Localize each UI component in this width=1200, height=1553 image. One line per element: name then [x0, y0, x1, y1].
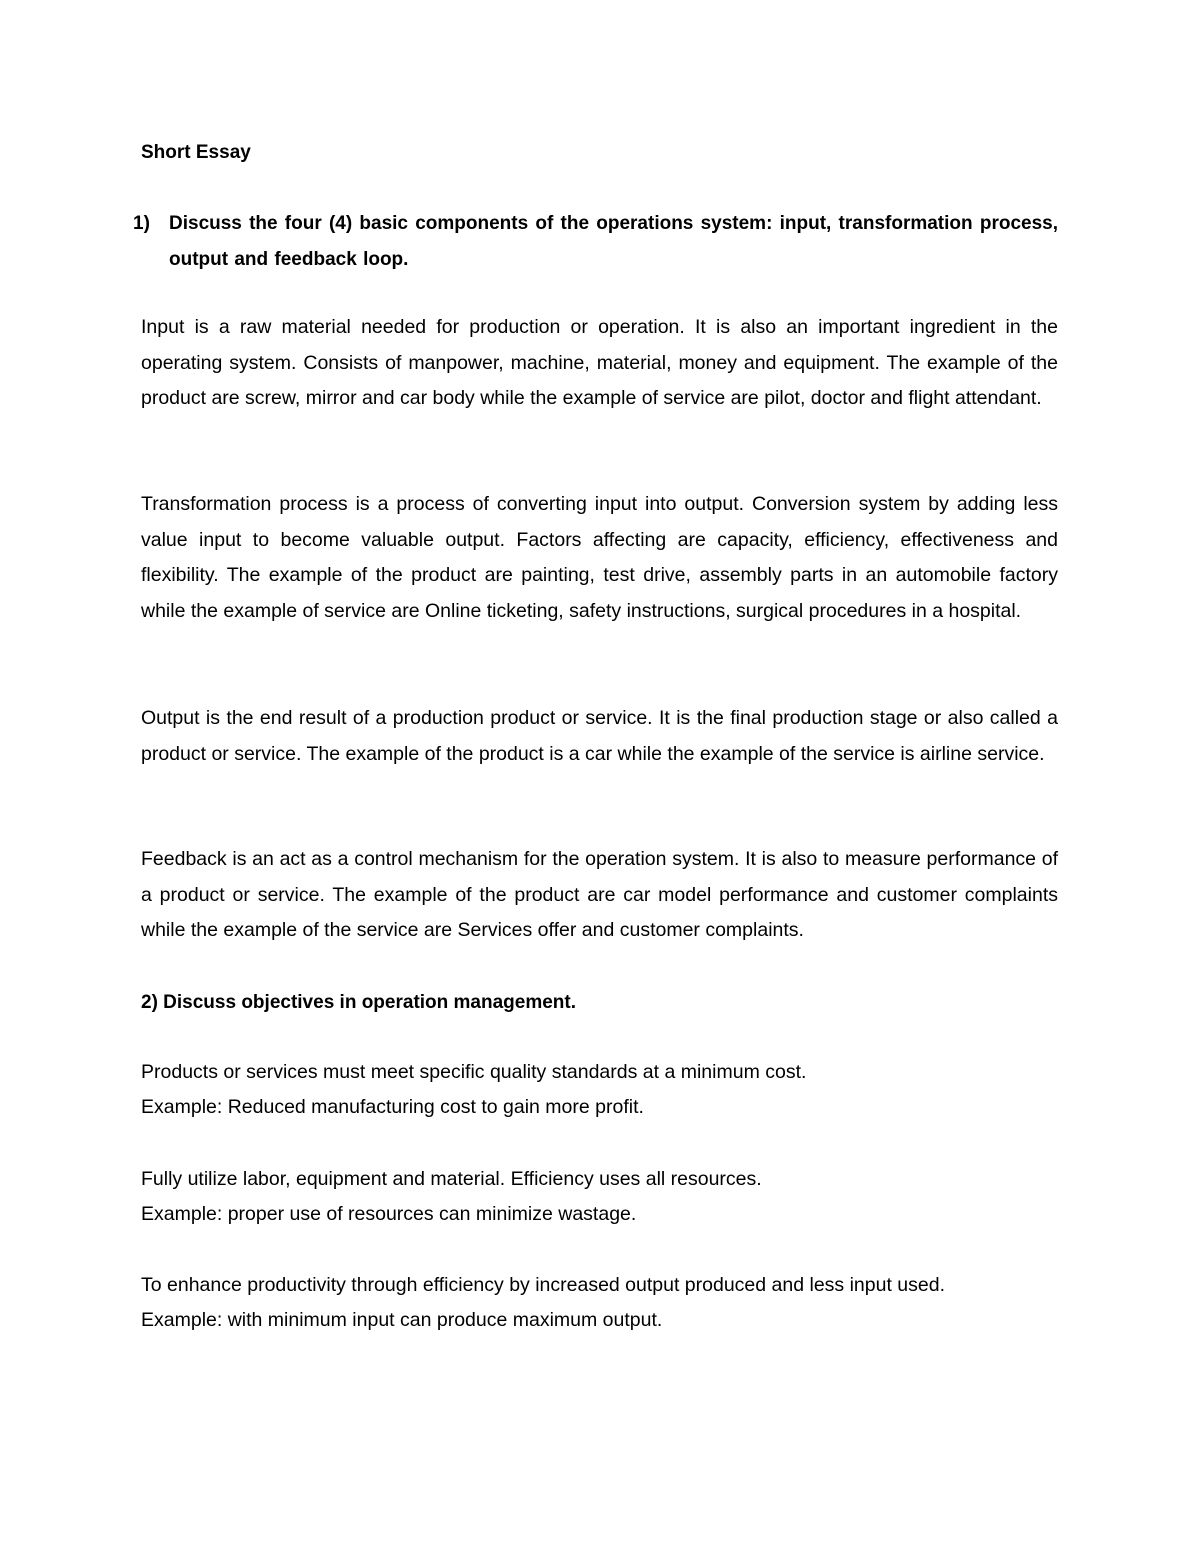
objective-example: Example: with minimum input can produce maximum output. [141, 1309, 663, 1331]
question-1 [133, 206, 1058, 277]
paragraph-transformation: Transformation process is a process of converting input into output. Conversion system by adding less value input to become valuable output. Factors affecting are capacity, efficiency, effectiveness and flexibility. The example of the product are painting, test drive, assembly parts in an automobile factory while the example of service are Online ticketing, safety instructions, surgical procedures in a hospital. [141, 493, 1058, 622]
question-1-number: 1) [133, 213, 150, 234]
question-2: 2) Discuss objectives in operation management. [141, 992, 577, 1013]
question-1-text: Discuss the four (4) basic components of the operations system: input, transformation process, output and feedback loop. [169, 213, 1058, 270]
objective-example: Example: Reduced manufacturing cost to gain more profit. [141, 1096, 644, 1118]
objective-statement: Fully utilize labor, equipment and material. Efficiency uses all resources. [141, 1168, 762, 1190]
objective-statement: To enhance productivity through efficiency by increased output produced and less input used. [141, 1274, 945, 1296]
paragraph-input: Input is a raw material needed for production or operation. It is also an important ingredient in the operating system. Consists of manpower, machine, material, money and equipment. The example of the product are screw, mirror and car body while the example of service are pilot, doctor and flight attendant. [141, 316, 1058, 409]
paragraph-feedback: Feedback is an act as a control mechanism for the operation system. It is also to measure performance of a product or service. The example of the product are car model performance and customer complaints while the example of the service are Services offer and customer complaints. [141, 848, 1058, 941]
paragraph-output: Output is the end result of a production product or service. It is the final production stage or also called a product or service. The example of the product is a car while the example of the service is airline service. [141, 707, 1058, 765]
objective-statement: Products or services must meet specific quality standards at a minimum cost. [141, 1061, 807, 1083]
document-title: Short Essay [141, 142, 251, 163]
objective-example: Example: proper use of resources can minimize wastage. [141, 1203, 637, 1225]
